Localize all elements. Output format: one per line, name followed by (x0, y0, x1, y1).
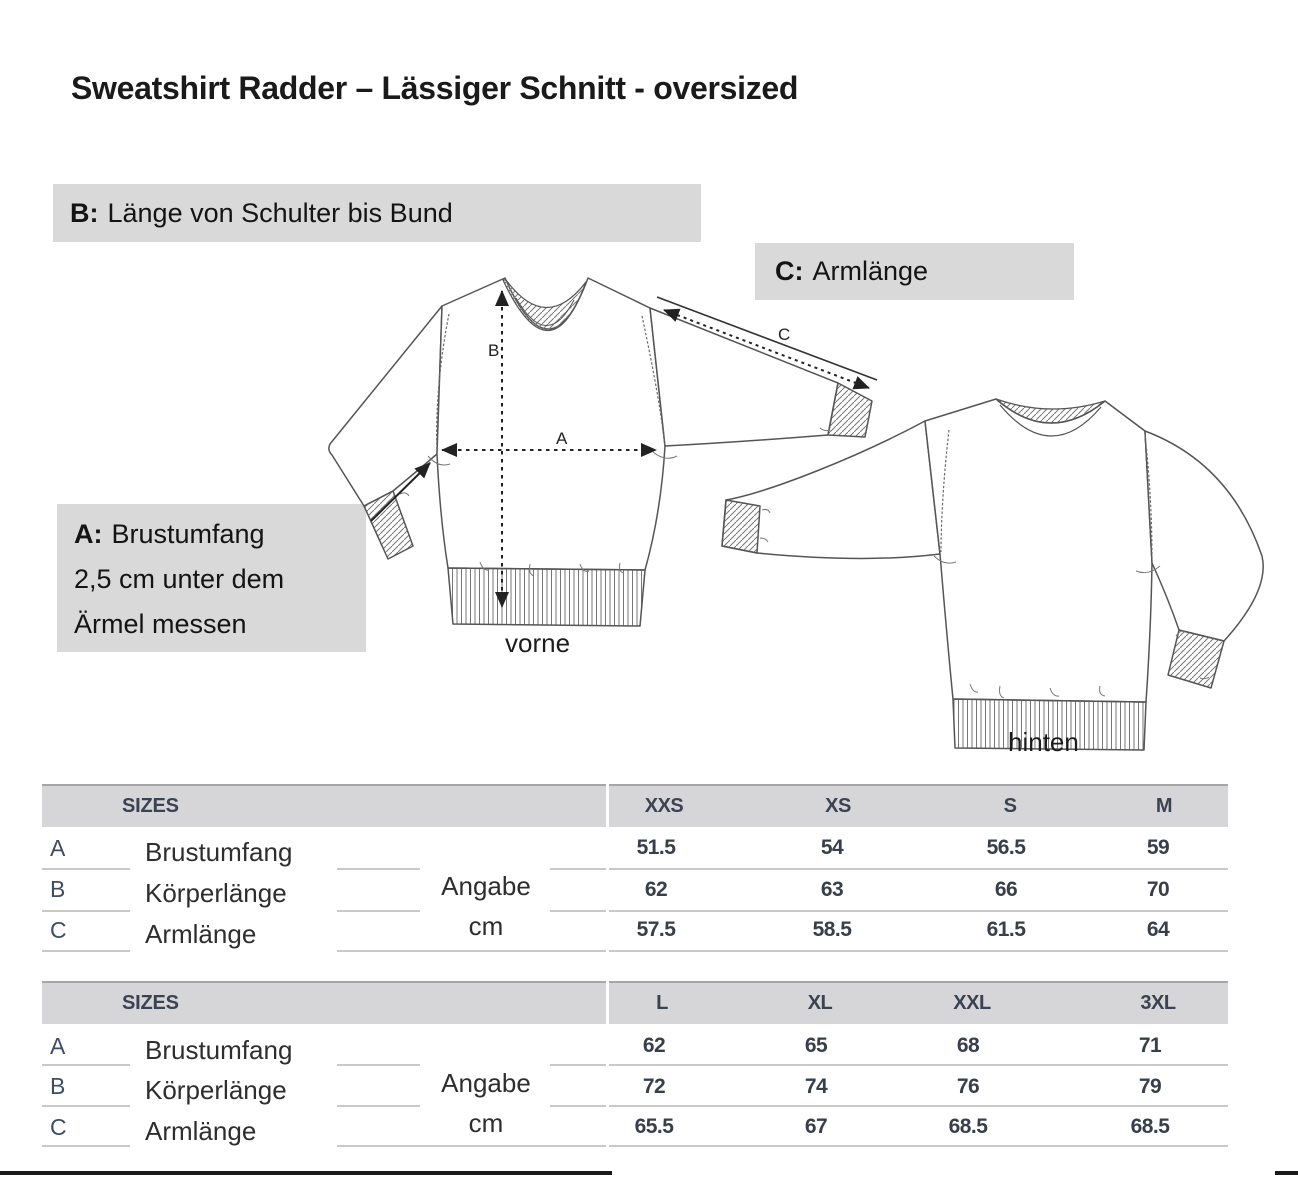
table1-col-xxs: XXS (644, 795, 684, 817)
table1-header-row (42, 784, 1228, 827)
table2-col-3xl: 3XL (1140, 992, 1176, 1014)
back-view-drawing (700, 378, 1280, 778)
back-sweatshirt-outline (722, 399, 1263, 750)
size-value: 54 (820, 836, 844, 859)
table-split-gap (606, 981, 609, 1147)
row-letter: B (50, 1073, 65, 1099)
size-value: 58.5 (812, 918, 852, 941)
callout-a-line3: Ärmel messen (74, 609, 247, 639)
row-letter: A (50, 1033, 65, 1059)
size-value: 76 (956, 1075, 980, 1098)
row-rule (42, 1064, 130, 1066)
row-letter: C (50, 917, 67, 943)
size-value: 65.5 (634, 1115, 674, 1138)
size-value: 74 (804, 1075, 828, 1098)
row-label: Brustumfang (145, 837, 293, 867)
size-value: 68.5 (1130, 1115, 1170, 1138)
row-rule (337, 1145, 1228, 1147)
size-value: 67 (804, 1115, 828, 1138)
label-b: B (488, 341, 500, 360)
size-value: 72 (642, 1075, 666, 1098)
row-rule (337, 950, 1228, 952)
row-label: Armlänge (145, 919, 257, 949)
size-value: 71 (1138, 1034, 1162, 1057)
unit-label: Angabe cm (441, 1068, 531, 1138)
size-value: 62 (644, 878, 668, 901)
size-value: 56.5 (986, 836, 1026, 859)
table2-sizes-header: SIZES (122, 992, 179, 1014)
row-rule (550, 1105, 1228, 1107)
table2-header-row (42, 981, 1228, 1024)
bottom-border-left (0, 1171, 612, 1175)
size-value: 51.5 (636, 836, 676, 859)
size-value: 65 (804, 1034, 828, 1057)
row-rule (337, 868, 420, 870)
callout-c-key: C: (775, 256, 804, 286)
row-letter: C (50, 1114, 67, 1140)
callout-b-text: Länge von Schulter bis Bund (107, 198, 453, 228)
size-value: 66 (994, 878, 1018, 901)
size-value: 68 (956, 1034, 980, 1057)
callout-a-line2: 2,5 cm unter dem (74, 564, 285, 594)
row-label: Körperlänge (145, 878, 287, 908)
label-c: C (778, 325, 791, 344)
table-split-gap (606, 784, 609, 952)
row-rule (550, 1064, 1228, 1066)
table1-col-s: S (1003, 795, 1017, 817)
size-value: 70 (1146, 878, 1170, 901)
table2-col-xxl: XXL (953, 992, 991, 1014)
row-rule (42, 1145, 130, 1147)
size-value: 59 (1146, 836, 1170, 859)
callout-b-key: B: (70, 198, 99, 228)
table1-sizes-header: SIZES (122, 795, 179, 817)
row-rule (337, 1064, 420, 1066)
row-rule (550, 910, 1228, 912)
page-title: Sweatshirt Radder – Lässiger Schnitt - oversized (71, 70, 799, 106)
row-rule (337, 910, 420, 912)
size-value: 64 (1146, 918, 1170, 941)
row-rule (42, 868, 130, 870)
row-rule (42, 1105, 130, 1107)
row-rule (42, 950, 130, 952)
table2-col-l: L (656, 992, 668, 1014)
row-rule (337, 1105, 420, 1107)
row-label: Brustumfang (145, 1035, 293, 1065)
row-label: Körperlänge (145, 1075, 287, 1105)
size-value: 79 (1138, 1075, 1162, 1098)
row-rule (550, 868, 1228, 870)
table1-col-m: M (1155, 795, 1173, 817)
row-label: Armlänge (145, 1116, 257, 1146)
front-view-caption: vorne (505, 628, 571, 658)
row-rule (42, 910, 130, 912)
callout-measure-b (53, 184, 701, 242)
table2-col-xl: XL (807, 992, 833, 1014)
bottom-border-right (1275, 1171, 1298, 1175)
label-a: A (556, 429, 568, 448)
row-letter: B (50, 876, 65, 902)
size-value: 62 (642, 1034, 666, 1057)
callout-a-key: A: (74, 519, 103, 549)
row-letter: A (50, 835, 65, 861)
unit-label: Angabe cm (441, 871, 531, 941)
size-value: 57.5 (636, 918, 676, 941)
back-view-caption: hinten (1008, 727, 1079, 757)
size-value: 63 (820, 878, 844, 901)
table1-col-xs: XS (825, 795, 851, 817)
size-value: 68.5 (948, 1115, 988, 1138)
size-value: 61.5 (986, 918, 1026, 941)
callout-a-line1: Brustumfang (111, 519, 265, 549)
callout-c-text: Armlänge (812, 256, 929, 286)
